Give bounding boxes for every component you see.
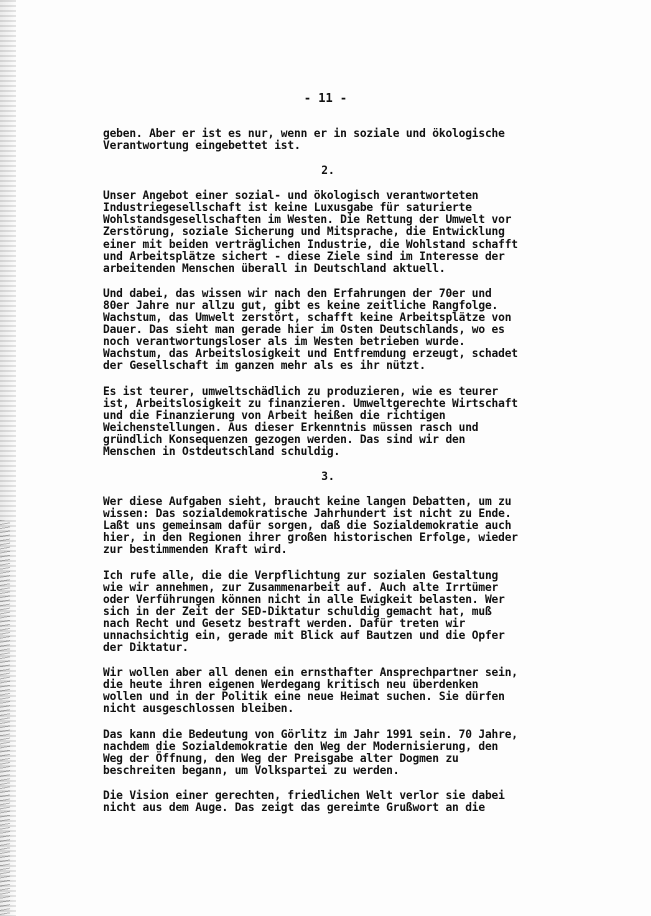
paragraph: Und dabei, das wissen wir nach den Erfahrungen der 70er und 80er Jahre nur allzu gut, gibt es keine zeitliche Rangfolge. Wachstum, das Umwelt zerstört, schafft keine Arbeitsplätze von Dauer. Das sieht man gerade hier im Osten Deutschlands, wo es noch verantwortungsloser als im Westen betrieben wurde. Wachstum, das Arbeitslosigkeit und Entfremdung erzeugt, schadet der Gesellschaft im ganzen mehr als es ihr nützt. bbox=[103, 286, 518, 373]
paragraph: Es ist teurer, umweltschädlich zu produzieren, wie es teurer ist, Arbeitslosigkeit zu finanzieren. Umweltgerechte Wirtschaft und die Finanzierung von Arbeit heißen die richtigen Weichenstellungen. Aus dieser Erkenntnis müssen rasch und gründlich Konsequenzen gezogen werden. Das sind wir den Menschen in Ostdeutschland schuldig. bbox=[103, 384, 518, 458]
paragraph: Unser Angebot einer sozial- und ökologisch verantworteten Industriegesellschaft ist keine Luxusgabe für saturierte Wohlstandsgesellschaften im Westen. Die Rettung der Umwelt vor Zerstörung, soziale Sicherung und Mitsprache, die Entwicklung einer mit beiden verträglichen Industrie, die Wohlstand schafft und Arbeitsplätze sichert - diese Ziele sind im Interesse der arbeitenden Menschen überall in Deutschland aktuell. bbox=[103, 189, 518, 275]
page-number: - 11 - bbox=[303, 91, 348, 105]
paragraph: Ich rufe alle, die die Verpflichtung zur sozialen Gestaltung wie wir annehmen, zur Zusammenarbeit auf. Auch alte Irrtümer oder Verführungen können nicht in alle Ewigkeit belasten. Wer sich in der Zeit der SED-Diktatur schuldig gemacht hat, muß nach Recht und Gesetz bestraft werden. Dafür treten wir unnachsichtig ein, gerade mit Blick auf Bautzen und die Opfer der Diktatur. bbox=[103, 568, 505, 655]
paragraph: Wir wollen aber all denen ein ernsthafter Ansprechpartner sein, die heute ihren eigenen Werdegang kritisch neu überdenken wollen und in der Politik eine neue Heimat suchen. Sie dürfen nicht ausgeschlossen bleiben. bbox=[103, 666, 518, 716]
paragraph: geben. Aber er ist es nur, wenn er in soziale und ökologische Verantwortung eingebettet ist. bbox=[103, 127, 505, 153]
section-number: 2. bbox=[321, 164, 335, 178]
scan-border-noise bbox=[0, 520, 10, 916]
document-body bbox=[103, 128, 553, 827]
paragraph: Wer diese Aufgaben sieht, braucht keine langen Debatten, um zu wissen: Das sozialdemokratische Jahrhundert ist nicht zu Ende. Laßt uns gemeinsam dafür sorgen, daß die Sozialdemokratie auch hier, in den Regionen ihrer großen historischen Erfolge, wieder zur bestimmenden Kraft wird. bbox=[103, 495, 518, 557]
section-number: 3. bbox=[321, 470, 335, 484]
paragraph: Die Vision einer gerechten, friedlichen Welt verlor sie dabei nicht aus dem Auge. Das zeigt das gereimte Grußwort an die bbox=[103, 788, 505, 815]
paragraph: Das kann die Bedeutung von Görlitz im Jahr 1991 sein. 70 Jahre, nachdem die Sozialdemokratie den Weg der Modernisierung, den Weg der Öffnung, den Weg der Preisgabe alter Dogmen zu beschreiten begann, um Volkspartei zu werden. bbox=[103, 727, 518, 777]
